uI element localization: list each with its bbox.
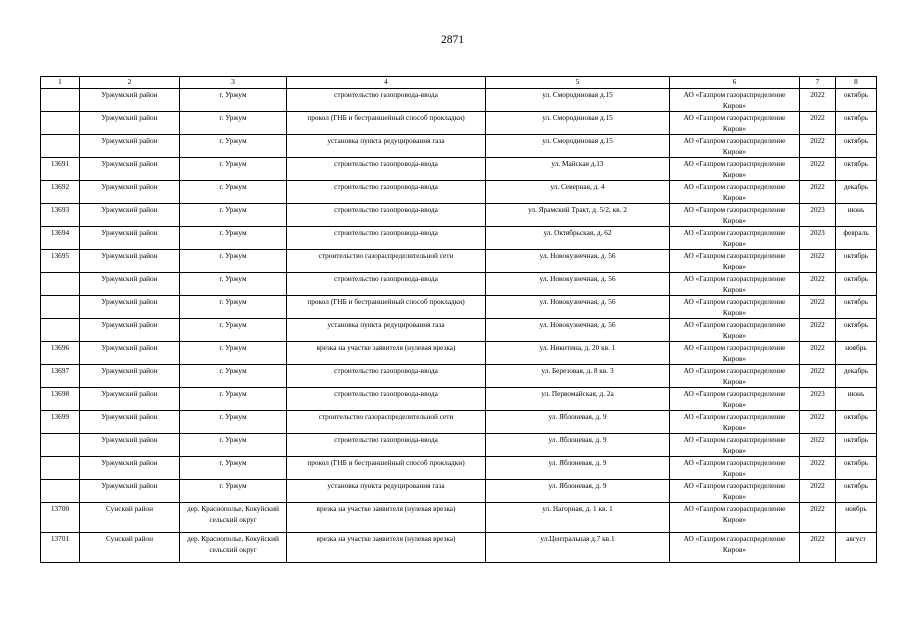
row-number-cell: 13694 — [41, 227, 80, 250]
year-cell: 2022 — [800, 181, 836, 204]
year-cell: 2022 — [800, 89, 836, 112]
address-cell: ул.Центральная д.7 кв.1 — [486, 533, 670, 563]
address-cell: ул. Яблоневая, д. 9 — [486, 457, 670, 480]
table-row — [41, 533, 877, 563]
work-type-cell: строительство газопровода-ввода — [287, 204, 486, 227]
district-cell: Сунский район — [80, 533, 180, 563]
month-cell: февраль — [836, 227, 877, 250]
address-cell: ул. Яблоневая, д. 9 — [486, 480, 670, 503]
year-cell: 2022 — [800, 533, 836, 563]
page-number: 2871 — [441, 34, 464, 46]
row-number-cell: 13696 — [41, 342, 80, 365]
work-type-cell: установка пункта редуцирования газа — [287, 319, 486, 342]
month-cell: октябрь — [836, 135, 877, 158]
locality-cell: г. Уржум — [180, 480, 287, 503]
locality-cell: дер. Краснополье, Кокуйский сельский округ — [180, 503, 287, 533]
locality-cell: г. Уржум — [180, 273, 287, 296]
work-type-cell: строительство газопровода-ввода — [287, 158, 486, 181]
address-cell: ул. Нагорная, д. 1 кв. 1 — [486, 503, 670, 533]
year-cell: 2022 — [800, 434, 836, 457]
month-cell: июнь — [836, 204, 877, 227]
address-cell: ул. Яблоневая, д. 9 — [486, 411, 670, 434]
organization-cell: АО «Газпром газораспределение Киров» — [670, 457, 800, 480]
locality-cell: г. Уржум — [180, 319, 287, 342]
row-number-cell: 13695 — [41, 250, 80, 273]
locality-cell: г. Уржум — [180, 158, 287, 181]
year-cell: 2022 — [800, 158, 836, 181]
locality-cell: г. Уржум — [180, 89, 287, 112]
year-cell: 2023 — [800, 227, 836, 250]
organization-cell: АО «Газпром газораспределение Киров» — [670, 533, 800, 563]
row-number-cell: 13698 — [41, 388, 80, 411]
address-cell: ул. Никитина, д. 20 кв. 1 — [486, 342, 670, 365]
header-row — [41, 77, 877, 89]
work-type-cell: строительство газопровода-ввода — [287, 273, 486, 296]
district-cell: Уржумский район — [80, 273, 180, 296]
data-table — [40, 76, 877, 563]
month-cell: октябрь — [836, 411, 877, 434]
table-row — [41, 342, 877, 365]
table-row — [41, 388, 877, 411]
address-cell: ул. Майская д.13 — [486, 158, 670, 181]
address-cell: ул. Северная, д. 4 — [486, 181, 670, 204]
table-row — [41, 112, 877, 135]
work-type-cell: прокол (ГНБ и бестраншейный способ прокладки) — [287, 296, 486, 319]
work-type-cell: прокол (ГНБ и бестраншейный способ прокладки) — [287, 457, 486, 480]
address-cell: ул. Яблоневая, д. 9 — [486, 434, 670, 457]
month-cell: октябрь — [836, 158, 877, 181]
locality-cell: г. Уржум — [180, 411, 287, 434]
year-cell: 2022 — [800, 411, 836, 434]
table-row — [41, 181, 877, 204]
row-number-cell — [41, 480, 80, 503]
work-type-cell: установка пункта редуцирования газа — [287, 480, 486, 503]
district-cell: Уржумский район — [80, 250, 180, 273]
locality-cell: г. Уржум — [180, 135, 287, 158]
column-header: 5 — [486, 77, 670, 89]
district-cell: Уржумский район — [80, 135, 180, 158]
row-number-cell — [41, 89, 80, 112]
table-row — [41, 457, 877, 480]
table-row — [41, 434, 877, 457]
work-type-cell: строительство газопровода-ввода — [287, 227, 486, 250]
column-header: 6 — [670, 77, 800, 89]
district-cell: Уржумский район — [80, 365, 180, 388]
column-header: 2 — [80, 77, 180, 89]
month-cell: ноябрь — [836, 342, 877, 365]
district-cell: Уржумский район — [80, 296, 180, 319]
district-cell: Уржумский район — [80, 181, 180, 204]
row-number-cell — [41, 112, 80, 135]
month-cell: октябрь — [836, 273, 877, 296]
organization-cell: АО «Газпром газораспределение Киров» — [670, 434, 800, 457]
work-type-cell: строительство газопровода-ввода — [287, 388, 486, 411]
year-cell: 2022 — [800, 135, 836, 158]
year-cell: 2022 — [800, 296, 836, 319]
year-cell: 2022 — [800, 457, 836, 480]
row-number-cell: 13692 — [41, 181, 80, 204]
month-cell: октябрь — [836, 434, 877, 457]
year-cell: 2022 — [800, 365, 836, 388]
organization-cell: АО «Газпром газораспределение Киров» — [670, 204, 800, 227]
organization-cell: АО «Газпром газораспределение Киров» — [670, 342, 800, 365]
row-number-cell: 13701 — [41, 533, 80, 563]
district-cell: Сунский район — [80, 503, 180, 533]
organization-cell: АО «Газпром газораспределение Киров» — [670, 296, 800, 319]
locality-cell: г. Уржум — [180, 181, 287, 204]
month-cell: ноябрь — [836, 503, 877, 533]
work-type-cell: врезка на участке заявителя (нулевая врезка) — [287, 342, 486, 365]
work-type-cell: строительство газопровода-ввода — [287, 181, 486, 204]
month-cell: октябрь — [836, 480, 877, 503]
table-row — [41, 227, 877, 250]
table-row — [41, 411, 877, 434]
table-row — [41, 503, 877, 533]
month-cell: октябрь — [836, 296, 877, 319]
column-header: 4 — [287, 77, 486, 89]
work-type-cell: строительство газопровода-ввода — [287, 365, 486, 388]
organization-cell: АО «Газпром газораспределение Киров» — [670, 135, 800, 158]
month-cell: октябрь — [836, 112, 877, 135]
year-cell: 2022 — [800, 250, 836, 273]
row-number-cell: 13697 — [41, 365, 80, 388]
year-cell: 2023 — [800, 388, 836, 411]
address-cell: ул. Новокузнечная, д. 56 — [486, 319, 670, 342]
row-number-cell — [41, 135, 80, 158]
district-cell: Уржумский район — [80, 342, 180, 365]
organization-cell: АО «Газпром газораспределение Киров» — [670, 319, 800, 342]
address-cell: ул. Смородиновая д.15 — [486, 135, 670, 158]
district-cell: Уржумский район — [80, 411, 180, 434]
work-type-cell: строительство газопровода-ввода — [287, 89, 486, 112]
table-row — [41, 480, 877, 503]
column-header: 1 — [41, 77, 80, 89]
organization-cell: АО «Газпром газораспределение Киров» — [670, 112, 800, 135]
locality-cell: г. Уржум — [180, 365, 287, 388]
table-row — [41, 296, 877, 319]
organization-cell: АО «Газпром газораспределение Киров» — [670, 365, 800, 388]
address-cell: ул. Октябрьская, д. 62 — [486, 227, 670, 250]
locality-cell: г. Уржум — [180, 250, 287, 273]
year-cell: 2022 — [800, 319, 836, 342]
locality-cell: г. Уржум — [180, 457, 287, 480]
row-number-cell — [41, 273, 80, 296]
table-row — [41, 273, 877, 296]
work-type-cell: строительство газораспределительной сети — [287, 250, 486, 273]
locality-cell: г. Уржум — [180, 227, 287, 250]
district-cell: Уржумский район — [80, 319, 180, 342]
column-header: 3 — [180, 77, 287, 89]
locality-cell: г. Уржум — [180, 112, 287, 135]
address-cell: ул. Новокузнечная, д. 56 — [486, 296, 670, 319]
address-cell: ул. Ярамский Тракт, д. 5/2, кв. 2 — [486, 204, 670, 227]
month-cell: декабрь — [836, 181, 877, 204]
table-row — [41, 365, 877, 388]
locality-cell: г. Уржум — [180, 296, 287, 319]
organization-cell: АО «Газпром газораспределение Киров» — [670, 181, 800, 204]
address-cell: ул. Первомайская, д. 2а — [486, 388, 670, 411]
table-row — [41, 250, 877, 273]
month-cell: октябрь — [836, 250, 877, 273]
locality-cell: г. Уржум — [180, 342, 287, 365]
year-cell: 2022 — [800, 273, 836, 296]
row-number-cell: 13693 — [41, 204, 80, 227]
month-cell: октябрь — [836, 89, 877, 112]
organization-cell: АО «Газпром газораспределение Киров» — [670, 227, 800, 250]
month-cell: август — [836, 533, 877, 563]
organization-cell: АО «Газпром газораспределение Киров» — [670, 480, 800, 503]
district-cell: Уржумский район — [80, 457, 180, 480]
month-cell: июнь — [836, 388, 877, 411]
organization-cell: АО «Газпром газораспределение Киров» — [670, 158, 800, 181]
table-row — [41, 204, 877, 227]
locality-cell: дер. Краснополье, Кокуйский сельский округ — [180, 533, 287, 563]
district-cell: Уржумский район — [80, 112, 180, 135]
table-row — [41, 158, 877, 181]
work-type-cell: строительство газопровода-ввода — [287, 434, 486, 457]
month-cell: октябрь — [836, 319, 877, 342]
locality-cell: г. Уржум — [180, 434, 287, 457]
work-type-cell: врезка на участке заявителя (нулевая врезка) — [287, 533, 486, 563]
district-cell: Уржумский район — [80, 89, 180, 112]
organization-cell: АО «Газпром газораспределение Киров» — [670, 89, 800, 112]
row-number-cell — [41, 319, 80, 342]
district-cell: Уржумский район — [80, 388, 180, 411]
table-row — [41, 89, 877, 112]
year-cell: 2022 — [800, 480, 836, 503]
organization-cell: АО «Газпром газораспределение Киров» — [670, 250, 800, 273]
work-type-cell: строительство газораспределительной сети — [287, 411, 486, 434]
district-cell: Уржумский район — [80, 158, 180, 181]
address-cell: ул. Смородиновая д.15 — [486, 112, 670, 135]
organization-cell: АО «Газпром газораспределение Киров» — [670, 273, 800, 296]
year-cell: 2022 — [800, 342, 836, 365]
district-cell: Уржумский район — [80, 434, 180, 457]
table-row — [41, 319, 877, 342]
row-number-cell — [41, 296, 80, 319]
year-cell: 2022 — [800, 112, 836, 135]
work-type-cell: прокол (ГНБ и бестраншейный способ прокладки) — [287, 112, 486, 135]
organization-cell: АО «Газпром газораспределение Киров» — [670, 388, 800, 411]
month-cell: октябрь — [836, 457, 877, 480]
year-cell: 2023 — [800, 204, 836, 227]
year-cell: 2022 — [800, 503, 836, 533]
row-number-cell — [41, 434, 80, 457]
row-number-cell — [41, 457, 80, 480]
row-number-cell: 13691 — [41, 158, 80, 181]
district-cell: Уржумский район — [80, 480, 180, 503]
locality-cell: г. Уржум — [180, 388, 287, 411]
address-cell: ул. Березовая, д. 8 кв. 3 — [486, 365, 670, 388]
address-cell: ул. Новокузнечная, д. 56 — [486, 250, 670, 273]
organization-cell: АО «Газпром газораспределение Киров» — [670, 411, 800, 434]
work-type-cell: установка пункта редуцирования газа — [287, 135, 486, 158]
row-number-cell: 13699 — [41, 411, 80, 434]
district-cell: Уржумский район — [80, 204, 180, 227]
row-number-cell: 13700 — [41, 503, 80, 533]
locality-cell: г. Уржум — [180, 204, 287, 227]
column-header: 7 — [800, 77, 836, 89]
address-cell: ул. Новокузнечная, д. 56 — [486, 273, 670, 296]
table-row — [41, 135, 877, 158]
district-cell: Уржумский район — [80, 227, 180, 250]
month-cell: декабрь — [836, 365, 877, 388]
column-header: 8 — [836, 77, 877, 89]
work-type-cell: врезка на участке заявителя (нулевая врезка) — [287, 503, 486, 533]
address-cell: ул. Смородиновая д.15 — [486, 89, 670, 112]
organization-cell: АО «Газпром газораспределение Киров» — [670, 503, 800, 533]
